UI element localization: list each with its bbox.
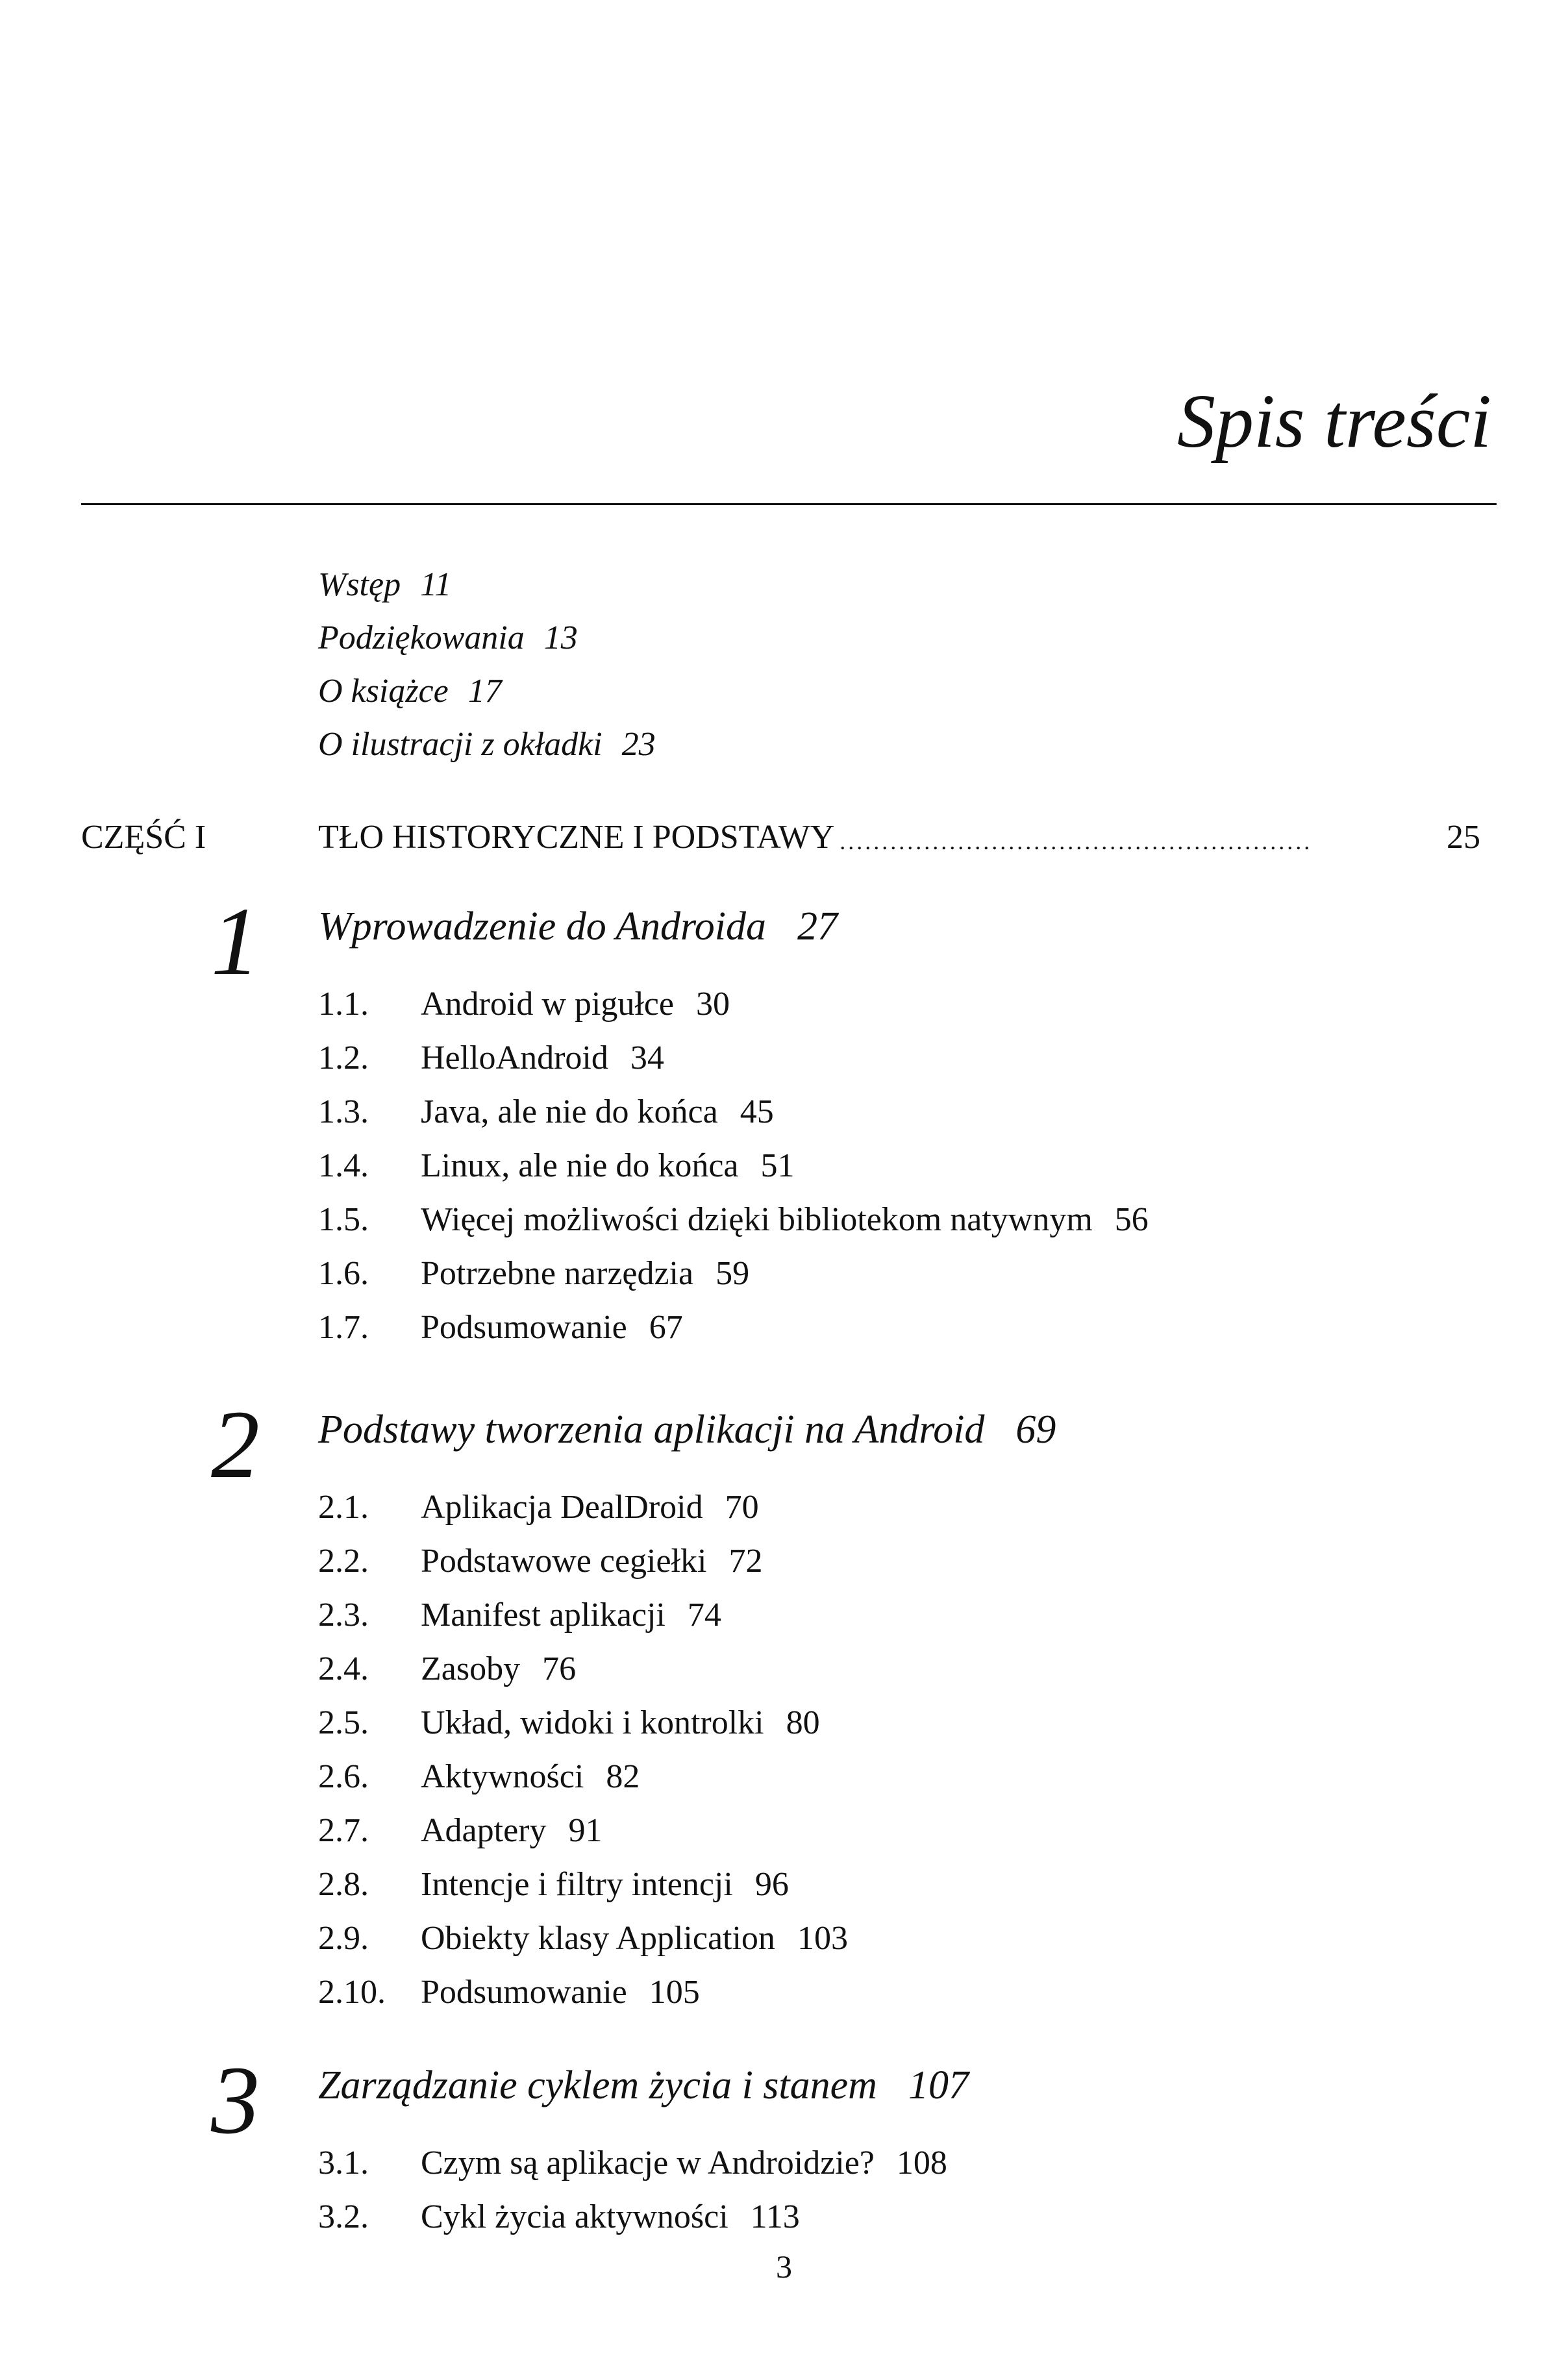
section-number: 2.1. xyxy=(318,1489,369,1526)
section-number: 1.7. xyxy=(318,1309,369,1346)
section-page: 70 xyxy=(725,1489,759,1526)
section-number: 2.8. xyxy=(318,1866,369,1903)
section-page: 113 xyxy=(750,2198,800,2235)
chapter-page: 69 xyxy=(1015,1408,1056,1452)
section-title: Intencje i filtry intencji xyxy=(421,1866,733,1903)
chapter-title: Zarządzanie cyklem życia i stanem xyxy=(318,2063,877,2107)
section-entry xyxy=(318,1750,848,1804)
section-title: Aktywności xyxy=(421,1758,584,1795)
section-entry xyxy=(318,1085,1149,1139)
section-page: 59 xyxy=(716,1255,750,1292)
section-entry xyxy=(318,2190,947,2244)
section-title: Podsumowanie xyxy=(421,1309,627,1346)
front-matter-title: O książce xyxy=(318,673,449,710)
front-matter-page: 23 xyxy=(621,726,656,763)
section-list xyxy=(318,1480,848,2019)
section-entry xyxy=(318,1534,848,1588)
chapter-number: 1 xyxy=(211,888,260,995)
section-page: 51 xyxy=(760,1147,795,1184)
section-page: 67 xyxy=(649,1309,683,1346)
section-page: 91 xyxy=(568,1812,603,1849)
part-leader-dots: ........................................................ xyxy=(840,828,1313,854)
chapter-title: Podstawy tworzenia aplikacji na Android xyxy=(318,1408,985,1452)
front-matter-item xyxy=(318,718,656,771)
chapter-title-line xyxy=(318,2059,969,2111)
section-entry xyxy=(318,1139,1149,1193)
section-page: 80 xyxy=(786,1704,820,1741)
section-title: Czym są aplikacje w Androidzie? xyxy=(421,2144,875,2181)
part-page: 25 xyxy=(1447,819,1480,856)
section-number: 1.4. xyxy=(318,1147,369,1184)
front-matter-item xyxy=(318,612,656,665)
section-title: Linux, ale nie do końca xyxy=(421,1147,739,1184)
section-title: HelloAndroid xyxy=(421,1039,608,1076)
section-page: 108 xyxy=(896,2144,947,2181)
section-number: 1.2. xyxy=(318,1039,369,1076)
section-number: 1.1. xyxy=(318,986,369,1023)
section-title: Android w pigułce xyxy=(421,986,674,1023)
section-number: 2.5. xyxy=(318,1704,369,1741)
section-title: Adaptery xyxy=(421,1812,547,1849)
section-entry xyxy=(318,1031,1149,1085)
section-page: 56 xyxy=(1114,1201,1149,1238)
part-label: CZĘŚĆ I xyxy=(81,819,206,856)
section-title: Więcej możliwości dzięki bibliotekom natywnym xyxy=(421,1201,1093,1238)
front-matter-title: Podziękowania xyxy=(318,619,525,656)
section-page: 103 xyxy=(797,1920,848,1957)
section-page: 82 xyxy=(606,1758,640,1795)
section-page: 72 xyxy=(728,1543,763,1580)
section-number: 2.7. xyxy=(318,1812,369,1849)
section-number: 2.4. xyxy=(318,1650,369,1687)
section-title: Układ, widoki i kontrolki xyxy=(421,1704,764,1741)
section-entry xyxy=(318,1300,1149,1354)
front-matter-page: 13 xyxy=(543,619,578,656)
section-page: 74 xyxy=(687,1596,721,1634)
section-title: Potrzebne narzędzia xyxy=(421,1255,694,1292)
section-page: 96 xyxy=(754,1866,789,1903)
chapter-page: 107 xyxy=(908,2063,969,2107)
section-entry xyxy=(318,977,1149,1031)
front-matter-item xyxy=(318,665,656,718)
section-number: 1.3. xyxy=(318,1093,369,1130)
section-number: 2.9. xyxy=(318,1920,369,1957)
section-number: 1.5. xyxy=(318,1201,369,1238)
section-title: Zasoby xyxy=(421,1650,521,1687)
section-title: Manifest aplikacji xyxy=(421,1596,666,1634)
front-matter-page: 11 xyxy=(420,566,452,603)
section-title: Aplikacja DealDroid xyxy=(421,1489,703,1526)
section-title: Obiekty klasy Application xyxy=(421,1920,775,1957)
chapter-number: 2 xyxy=(211,1391,260,1498)
section-list xyxy=(318,2136,947,2244)
chapter-title-line xyxy=(318,1404,1056,1456)
front-matter-title: Wstęp xyxy=(318,566,401,603)
section-title: Java, ale nie do końca xyxy=(421,1093,718,1130)
chapter-title-line xyxy=(318,901,838,952)
chapter-title: Wprowadzenie do Androida xyxy=(318,904,767,949)
section-entry xyxy=(318,1588,848,1642)
front-matter-page: 17 xyxy=(467,673,502,710)
section-entry xyxy=(318,1965,848,2019)
section-entry xyxy=(318,1696,848,1750)
page-number: 3 xyxy=(776,2248,792,2285)
section-entry xyxy=(318,1911,848,1965)
section-number: 2.6. xyxy=(318,1758,369,1795)
section-page: 76 xyxy=(542,1650,577,1687)
section-entry xyxy=(318,2136,947,2190)
page-title: Spis treści xyxy=(1177,379,1491,464)
part-title: TŁO HISTORYCZNE I PODSTAWY xyxy=(318,819,835,856)
section-number: 2.3. xyxy=(318,1596,369,1634)
section-number: 2.2. xyxy=(318,1543,369,1580)
section-number: 1.6. xyxy=(318,1255,369,1292)
section-number: 3.2. xyxy=(318,2198,369,2235)
section-entry xyxy=(318,1480,848,1534)
section-title: Podsumowanie xyxy=(421,1974,627,2011)
section-page: 105 xyxy=(649,1974,700,2011)
section-list xyxy=(318,977,1149,1354)
section-number: 3.1. xyxy=(318,2144,369,2181)
front-matter-title: O ilustracji z okładki xyxy=(318,726,603,763)
section-number: 2.10. xyxy=(318,1974,386,2011)
section-entry xyxy=(318,1804,848,1857)
section-title: Cykl życia aktywności xyxy=(421,2198,728,2235)
section-page: 45 xyxy=(740,1093,774,1130)
section-title: Podstawowe cegiełki xyxy=(421,1543,707,1580)
section-page: 34 xyxy=(630,1039,664,1076)
chapter-number: 3 xyxy=(211,2046,260,2154)
section-page: 30 xyxy=(695,986,730,1023)
front-matter-list xyxy=(318,558,656,771)
section-entry xyxy=(318,1642,848,1696)
section-entry xyxy=(318,1247,1149,1300)
front-matter-item xyxy=(318,558,656,612)
title-rule xyxy=(81,503,1497,505)
section-entry xyxy=(318,1857,848,1911)
chapter-page: 27 xyxy=(797,904,838,949)
section-entry xyxy=(318,1193,1149,1247)
